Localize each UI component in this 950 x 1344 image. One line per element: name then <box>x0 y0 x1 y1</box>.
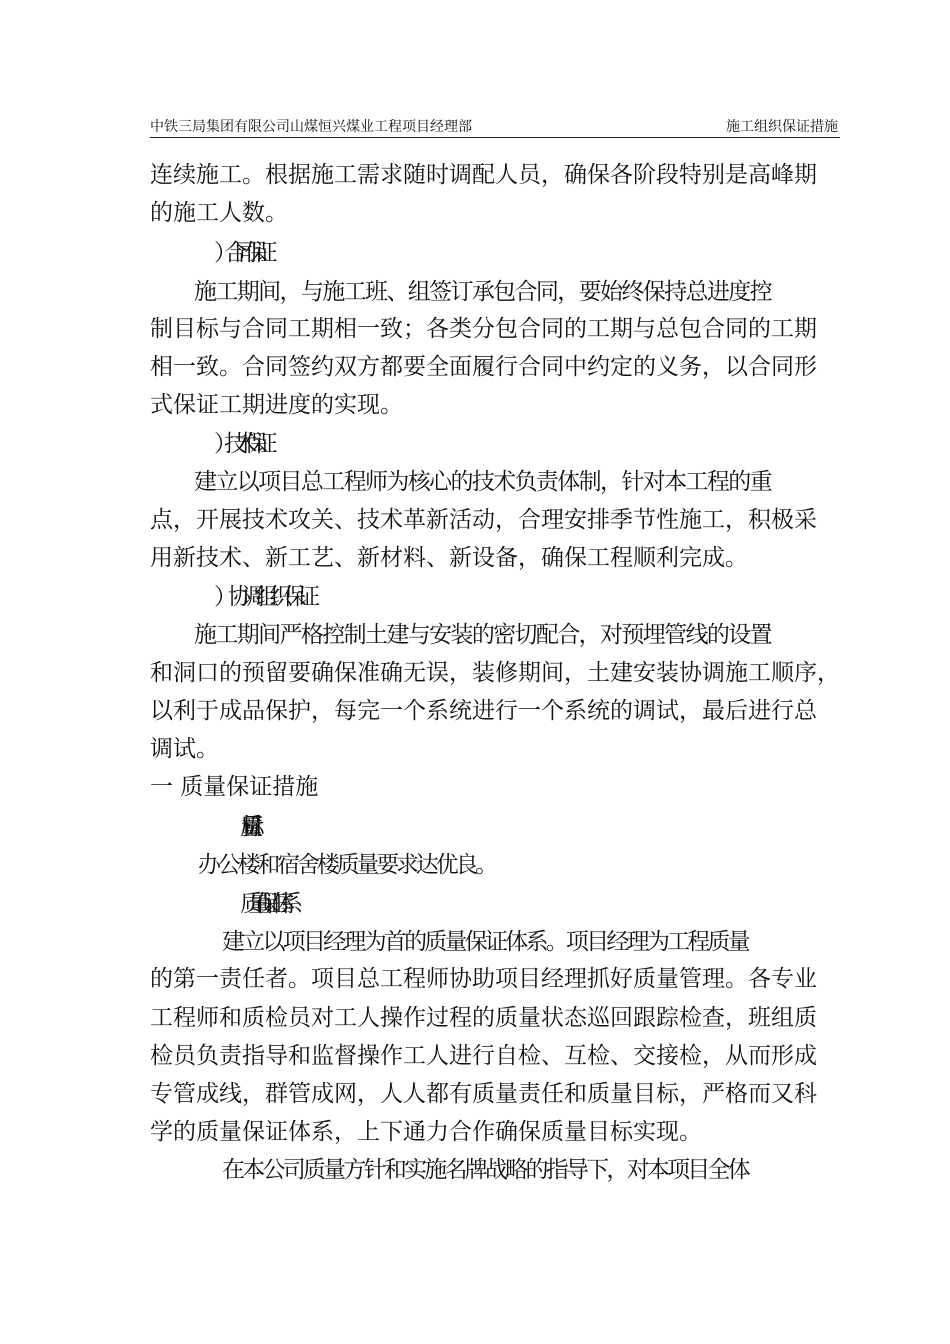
subheading: ）合同保证 <box>214 240 266 266</box>
page-header <box>150 117 840 138</box>
section-heading: 一 质量保证措施 <box>150 774 319 800</box>
text-line: 检员负责指导和监督操作工人进行自检、互检、交接检，从而形成 <box>150 1043 817 1069</box>
text-line: 调试。 <box>150 736 219 762</box>
header-section-title: 施工组织保证措施 <box>726 119 838 135</box>
header-company: 中铁三局集团有限公司山煤恒兴煤业工程项目经理部 <box>150 119 472 135</box>
text-line: 办公楼和宿舍楼质量要求达优良。 <box>198 852 496 878</box>
text-line: 相一致。合同签约双方都要全面履行合同中约定的义务，以合同形 <box>150 354 817 380</box>
subheading: ）协调组织保证 <box>214 584 312 610</box>
subheading: 质量保证体系 <box>240 891 288 917</box>
text-line: 以利于成品保护，每完一个系统进行一个系统的调试，最后进行总 <box>150 698 817 724</box>
text-line: 式保证工期进度的实现。 <box>150 392 403 418</box>
text-line: 专管成线，群管成网，人人都有质量责任和质量目标，严格而又科 <box>150 1081 817 1107</box>
text-line: 和洞口的预留要确保准确无误，装修期间，土建安装协调施工顺序， <box>150 660 840 686</box>
text-line: 制目标与合同工期相一致；各类分包合同的工期与总包合同的工期 <box>150 316 817 342</box>
text-line: 工程师和质检员对工人操作过程的质量状态巡回跟踪检查，班组质 <box>150 1005 817 1031</box>
text-line: 用新技术、新工艺、新材料、新设备，确保工程顺利完成。 <box>150 545 748 571</box>
text-line: 点，开展技术攻关、技术革新活动，合理安排季节性施工，积极采 <box>150 507 817 533</box>
text-line: 施工期间严格控制土建与安装的密切配合，对预埋管线的设置 <box>194 622 772 648</box>
text-line: 连续施工。根据施工需求随时调配人员，确保各阶段特别是高峰期 <box>150 162 817 188</box>
text-line: 的施工人数。 <box>150 200 288 226</box>
text-line: 建立以项目经理为首的质量保证体系。项目经理为工程质量 <box>222 929 749 955</box>
text-line: 施工期间，与施工班、组签订承包合同，要始终保持总进度控 <box>194 279 772 305</box>
text-line: 的第一责任者。项目总工程师协助项目经理抓好质量管理。各专业 <box>150 966 817 992</box>
subheading: 质量目标 <box>240 814 242 840</box>
subheading: ）技术保证 <box>214 431 266 457</box>
text-line: 学的质量保证体系，上下通力合作确保质量目标实现。 <box>150 1119 702 1145</box>
text-line: 在本公司质量方针和实施名牌战略的指导下，对本项目全体 <box>222 1157 749 1183</box>
text-line: 建立以项目总工程师为核心的技术负责体制，针对本工程的重 <box>194 469 772 495</box>
